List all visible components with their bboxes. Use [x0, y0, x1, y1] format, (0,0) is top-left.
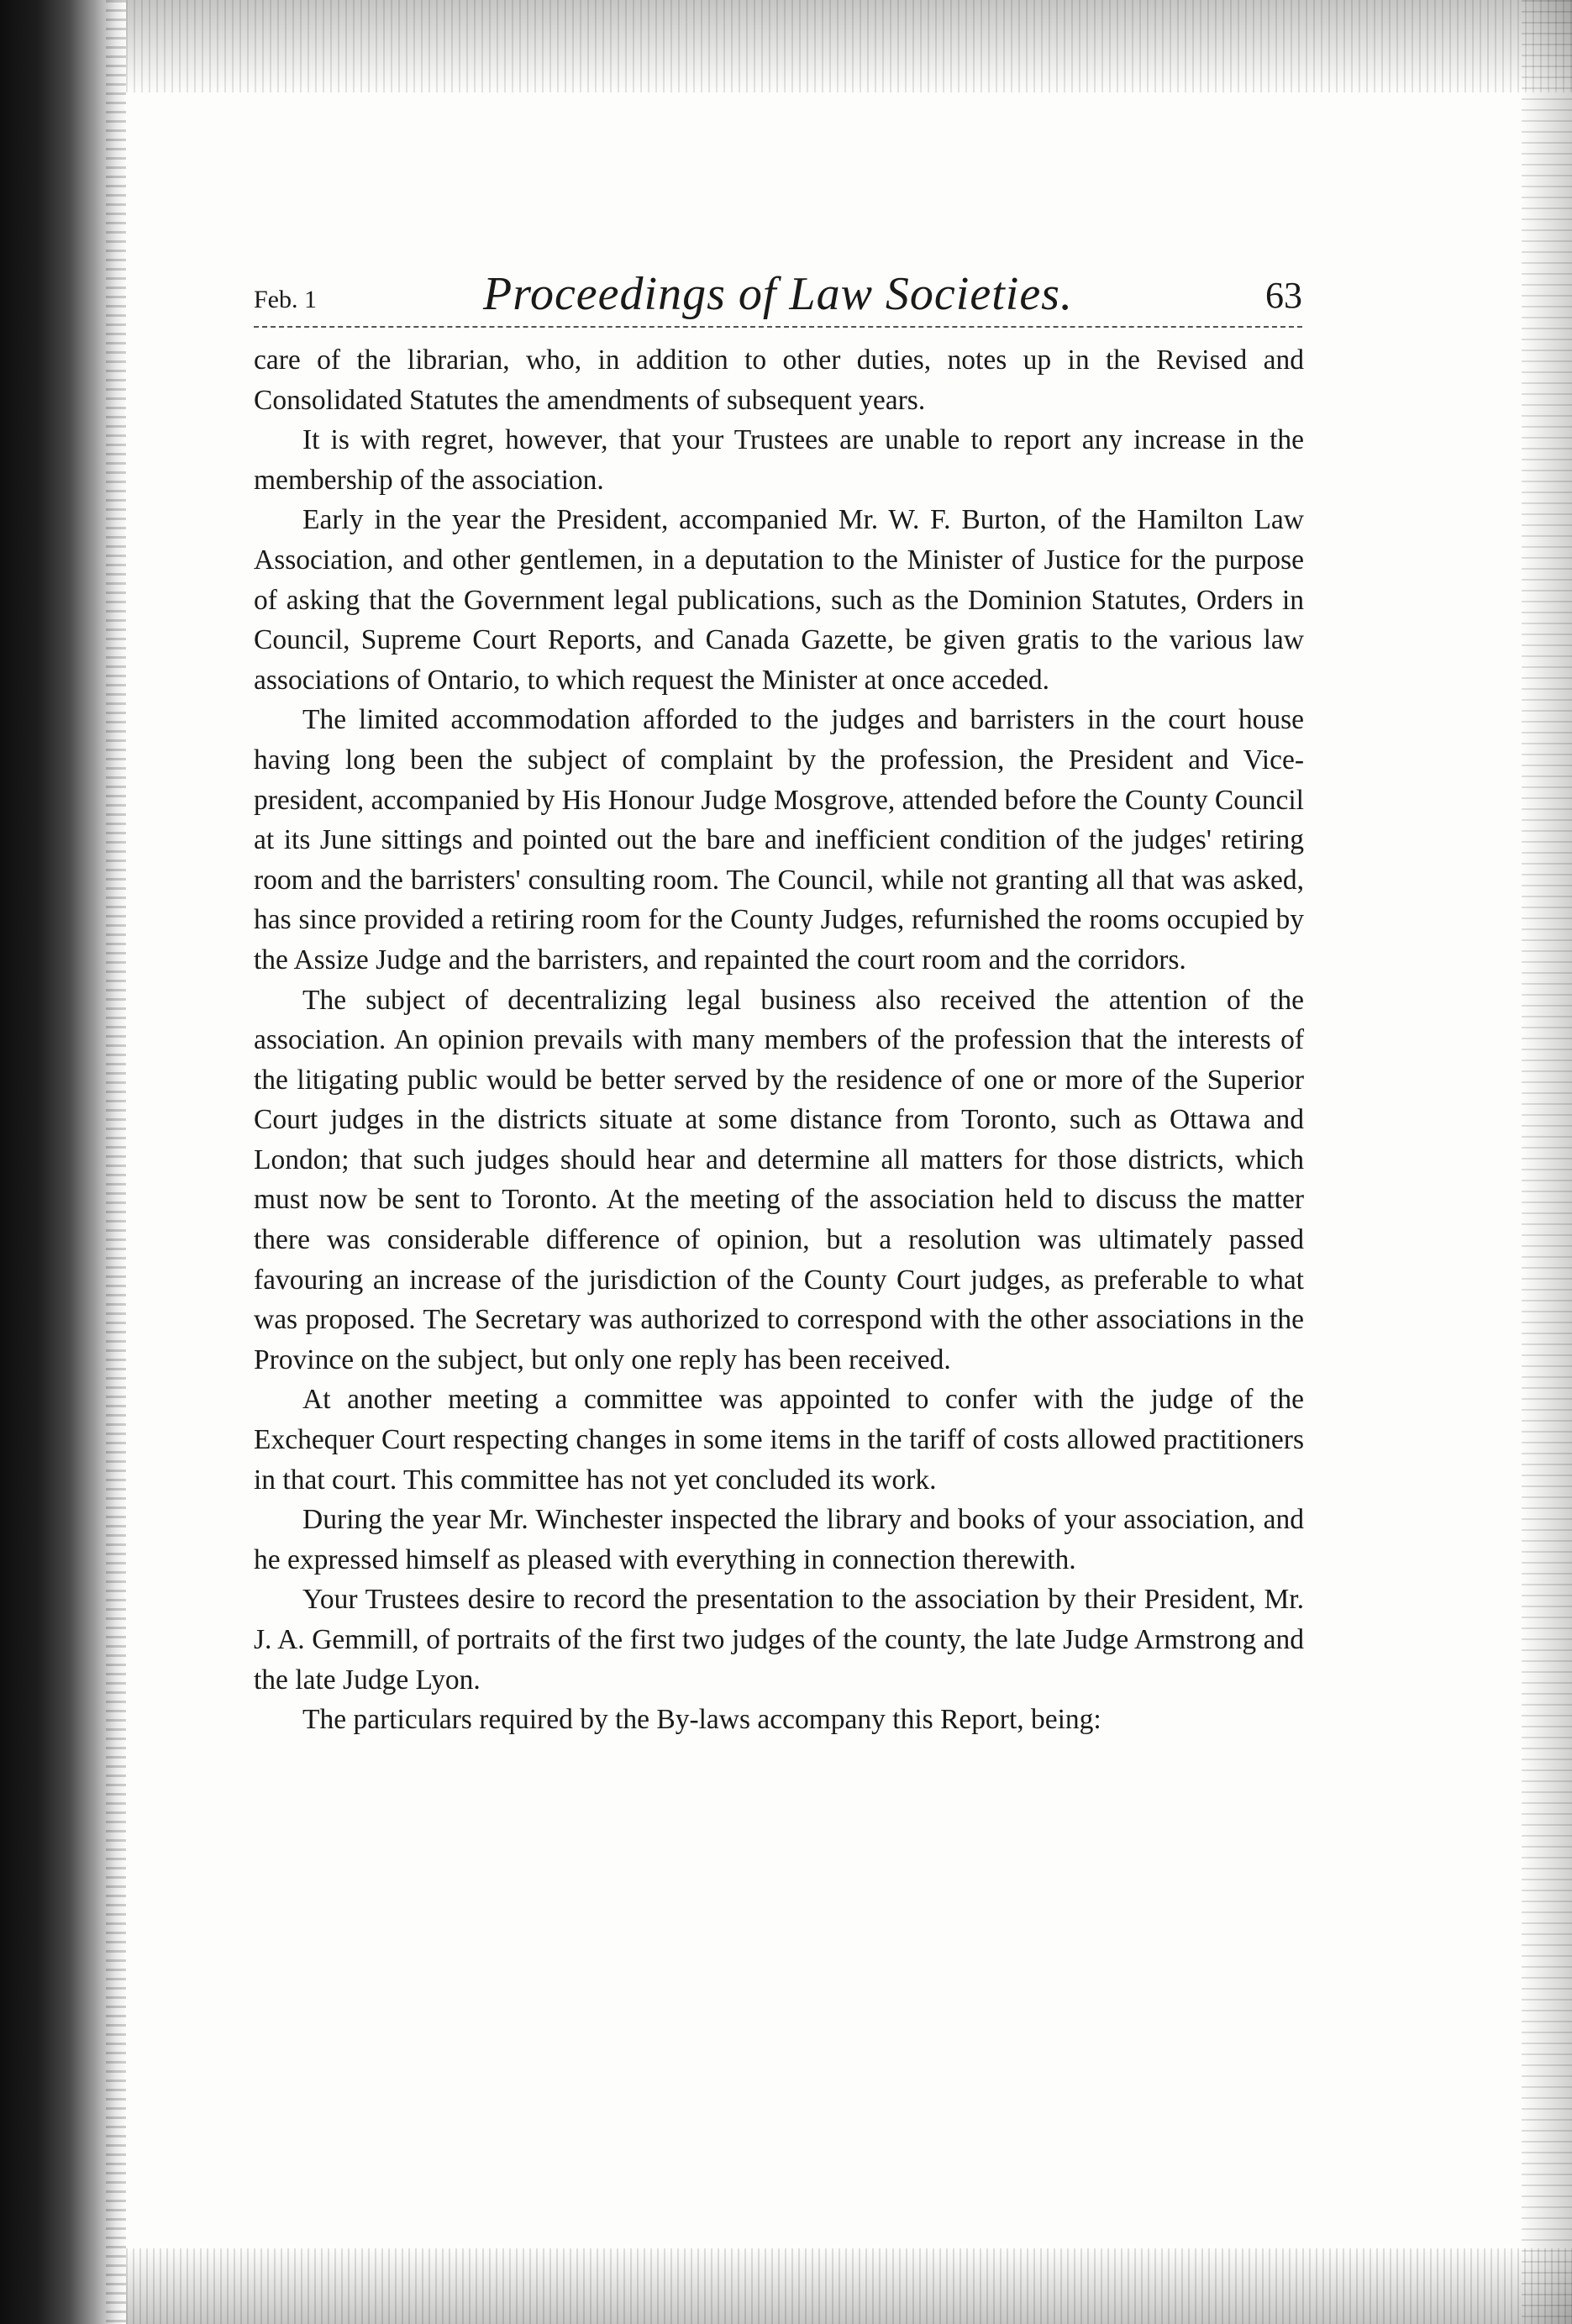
bottom-scan-noise	[126, 2248, 1572, 2324]
paragraph: Your Trustees desire to record the presentation to the association by their President, Mr. J. A. Gemmill, of portraits of the first two judges of the county, the late Judge Armstrong and the late Judge Lyon.	[254, 1584, 1304, 1696]
paragraph: The limited accommodation afforded to the judges and barristers in the court house having long been the subject of complaint by the profession, the President and Vice-president, accompanied by His Honour Judge Mosgrove, attended before the County Council at its June sittings and pointed out the bare and inefficient condition of the judges' retiring room and the barristers' consulting room. The Council, while not granting all that was asked, has since provided a retiring room for the County Judges, refurnished the rooms occupied by the Assize Judge and the barristers, and repainted the court room and the corridors.	[254, 704, 1304, 975]
paragraph: It is with regret, however, that your Trustees are unable to report any increase in the membership of the association.	[254, 424, 1304, 496]
body-text	[254, 340, 1304, 1740]
right-scan-noise	[1522, 0, 1572, 2324]
paragraph: During the year Mr. Winchester inspected the library and books of your association, and he expressed himself as pleased with everything in connection therewith.	[254, 1504, 1304, 1575]
header-title: Proceedings of Law Societies.	[483, 268, 1073, 320]
book-spine-shadow	[0, 0, 126, 2324]
header-date: Feb. 1	[254, 286, 317, 313]
paragraph: The particulars required by the By-laws accompany this Report, being:	[302, 1704, 1101, 1736]
top-scan-noise	[126, 0, 1572, 92]
paragraph: care of the librarian, who, in addition to other duties, notes up in the Revised and Consolidated Statutes the amendments of subsequent years.	[254, 344, 1304, 416]
paragraph: The subject of decentralizing legal business also received the attention of the association. An opinion prevails with many members of the profession that the interests of the litigating public would be better served by the residence of one or more of the Superior Court judges in the districts situate at some distance from Toronto, such as Ottawa and London; that such judges should hear and determine all matters for those districts, which must now be sent to Toronto. At the meeting of the association held to discuss the matter there was considerable difference of opinion, but a resolution was ultimately passed favouring an increase of the jurisdiction of the County Court judges, as preferable to what was proposed. The Secretary was authorized to correspond with the other associations in the Province on the subject, but only one reply has been received.	[254, 984, 1304, 1375]
paragraph: Early in the year the President, accompanied Mr. W. F. Burton, of the Hamilton Law Association, and other gentlemen, in a deputation to the Minister of Justice for the purpose of asking that the Government legal publications, such as the Dominion Statutes, Orders in Council, Supreme Court Reports, and Canada Gazette, be given gratis to the various law associations of Ontario, to which request the Minister at once acceded.	[254, 504, 1304, 696]
running-header	[254, 267, 1302, 328]
page-number: 63	[1265, 275, 1302, 316]
paragraph: At another meeting a committee was appointed to confer with the judge of the Exchequer Court respecting changes in some items in the tariff of costs allowed practitioners in that court. This committee has not yet concluded its work.	[254, 1384, 1304, 1496]
